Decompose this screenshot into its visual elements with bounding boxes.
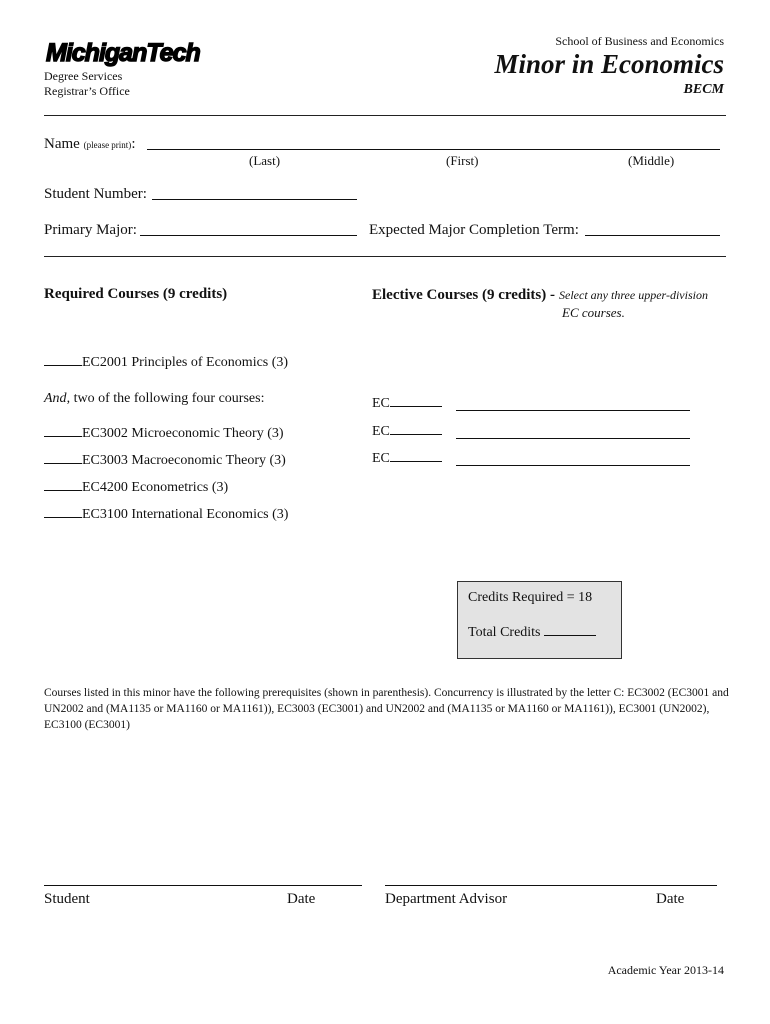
name-colon: :	[131, 136, 136, 152]
option-row	[44, 507, 288, 523]
option-row	[44, 480, 228, 496]
logo-text: MichiganTech	[46, 39, 200, 67]
check-blank[interactable]	[44, 436, 82, 437]
check-blank[interactable]	[44, 463, 82, 464]
elective-note: Select any three upper-division	[559, 288, 708, 302]
name-field[interactable]	[147, 149, 720, 150]
program-code: BECM	[683, 82, 724, 97]
option-label: EC4200 Econometrics (3)	[82, 480, 229, 495]
student-signature-label: Student	[44, 891, 90, 907]
elective-heading-row	[372, 286, 708, 304]
completion-term-field[interactable]	[585, 235, 720, 236]
student-signature-line[interactable]	[44, 885, 362, 886]
elective-row	[372, 424, 442, 440]
section-divider	[44, 256, 726, 257]
primary-major-field[interactable]	[140, 235, 357, 236]
option-label: EC3003 Macroeconomic Theory (3)	[82, 453, 286, 468]
name-hint: (please print)	[83, 140, 132, 150]
middle-name-caption: (Middle)	[628, 153, 675, 168]
ec-prefix: EC	[372, 424, 390, 439]
total-credits-field[interactable]	[544, 635, 596, 636]
office-name: Registrar’s Office	[44, 84, 130, 98]
advisor-date-label: Date	[656, 891, 685, 907]
course-number-field[interactable]	[390, 406, 442, 407]
page-title: Minor in Economics	[494, 49, 724, 79]
ec-prefix: EC	[372, 451, 390, 466]
total-credits-row	[468, 625, 596, 641]
first-name-caption: (First)	[446, 153, 479, 168]
michigan-tech-logo	[44, 36, 214, 68]
completion-term-label: Expected Major Completion Term:	[369, 222, 579, 238]
choice-text: , two of the following four courses:	[66, 391, 265, 406]
total-credits-label: Total Credits	[468, 625, 541, 640]
advisor-signature-line[interactable]	[385, 885, 717, 886]
elective-heading: Elective Courses (9 credits) -	[372, 287, 556, 303]
advisor-signature-label: Department Advisor	[385, 891, 508, 907]
course-number-field[interactable]	[390, 434, 442, 435]
check-blank[interactable]	[44, 517, 82, 518]
and-word: And	[44, 391, 67, 406]
ec-prefix: EC	[372, 396, 390, 411]
student-number-label: Student Number:	[44, 186, 147, 202]
option-row	[44, 453, 286, 469]
student-number-field[interactable]	[152, 199, 357, 200]
school-name: School of Business and Economics	[555, 34, 724, 48]
credits-box	[457, 581, 622, 659]
name-label-group	[44, 136, 135, 153]
course-number-field[interactable]	[390, 461, 442, 462]
course-label: EC2001 Principles of Economics (3)	[82, 355, 289, 370]
elective-row	[372, 396, 442, 412]
elective-note-cont: EC courses.	[562, 305, 625, 320]
academic-year: Academic Year 2013-14	[607, 963, 724, 977]
required-heading: Required Courses (9 credits)	[44, 286, 228, 302]
dept-name: Degree Services	[44, 69, 123, 83]
course-name-field[interactable]	[456, 410, 690, 411]
required-course-row	[44, 355, 288, 371]
student-date-label: Date	[287, 891, 316, 907]
course-name-field[interactable]	[456, 465, 690, 466]
elective-row	[372, 451, 442, 467]
last-name-caption: (Last)	[249, 153, 281, 168]
option-label: EC3100 International Economics (3)	[82, 507, 289, 522]
option-row	[44, 426, 284, 442]
prerequisites-note: Courses listed in this minor have the following prerequisites (shown in parenthesis). Concurrency is illustrated by the letter C: EC3002 (EC3001 and UN2002 and (MA1135 or MA1160 or MA1161)), EC3003 (EC3001) and UN2002 and (MA1135 or MA1160 or MA1161)), EC3001 (UN2002), EC3100 (EC3001)	[44, 687, 729, 731]
primary-major-label: Primary Major:	[44, 222, 137, 238]
choice-instruction	[44, 391, 264, 407]
name-label: Name	[44, 136, 80, 152]
course-name-field[interactable]	[456, 438, 690, 439]
credits-required: Credits Required = 18	[468, 590, 593, 605]
option-label: EC3002 Microeconomic Theory (3)	[82, 426, 284, 441]
check-blank[interactable]	[44, 365, 82, 366]
check-blank[interactable]	[44, 490, 82, 491]
header-divider	[44, 115, 726, 116]
